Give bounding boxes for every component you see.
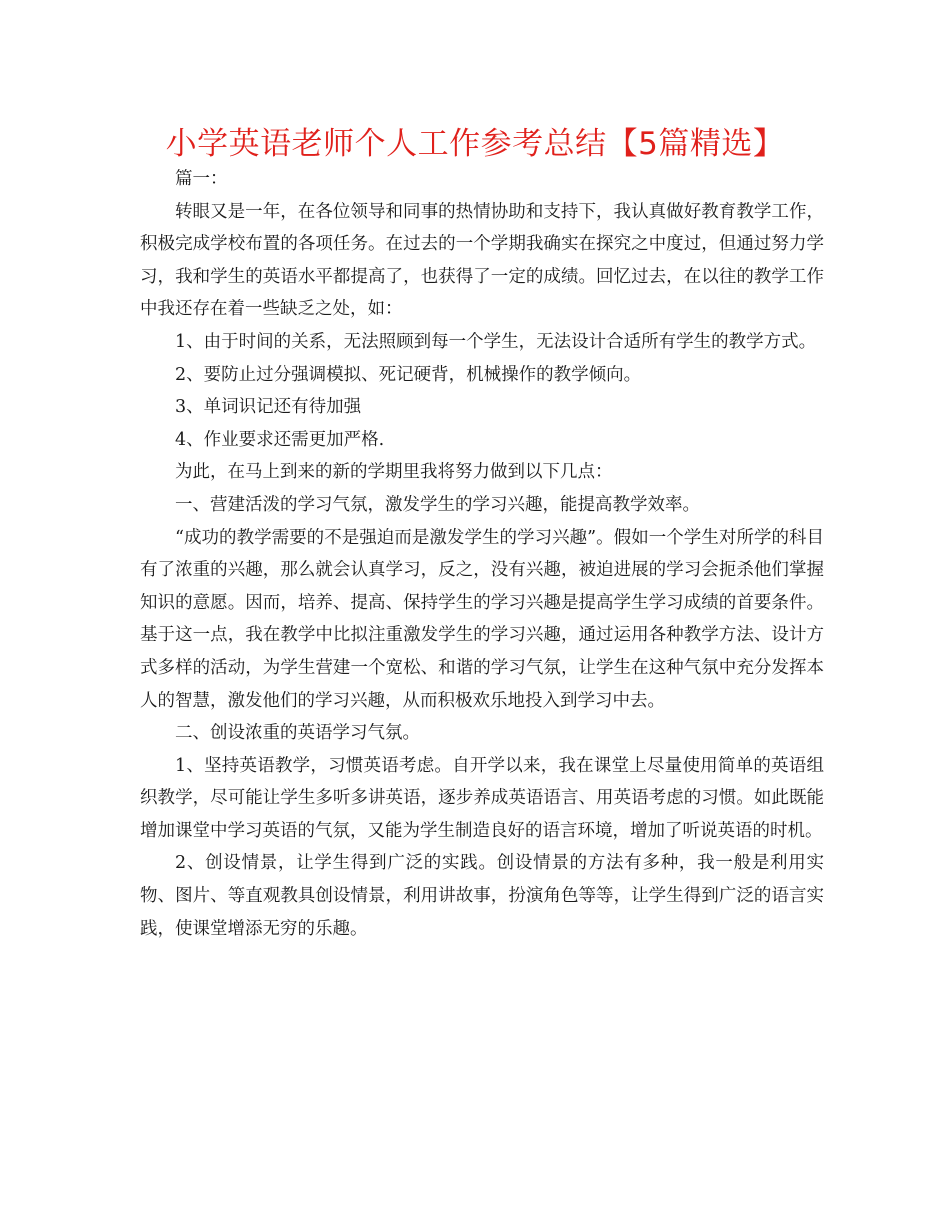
paragraph-interest: “成功的教学需要的不是强迫而是激发学生的学习兴趣”。假如一个学生对所学的科目有了浓重的兴趣，那么就会认真学习，反之，没有兴趣，被迫进展的学习会扼杀他们掌握知识的意愿。因而，培养、提高、保持学生的学习兴趣是提高学生学习成绩的首要条件。基于这一点，我在教学中比拟注重激发学生的学习兴趣，通过运用各种教学方法、设计方式多样的活动，为学生营建一个宽松、和谐的学习气氛，让学生在这种气氛中充分发挥本人的智慧，激发他们的学习兴趣，从而积极欢乐地投入到学习中去。 [140, 527, 824, 711]
paragraph-english-teaching: 1、坚持英语教学，习惯英语考虑。自开学以来，我在课堂上尽量使用简单的英语组织教学，尽可能让学生多听多讲英语，逐步养成英语语言、用英语考虑的习惯。如此既能增加课堂中学习英语的气氛，又能为学生制造良好的语言环境，增加了听说英语的时机。 [140, 755, 824, 841]
paragraph-scenarios: 2、创设情景，让学生得到广泛的实践。创设情景的方法有多种，我一般是利用实物、图片、等直观教具创设情景，利用讲故事，扮演角色等等，让学生得到广泛的语言实践，使课堂增添无穷的乐趣。 [140, 853, 824, 939]
paragraph-section-label: 篇一： [175, 169, 228, 189]
paragraph-intro: 转眼又是一年，在各位领导和同事的热情协助和支持下，我认真做好教育教学工作，积极完成学校布置的各项任务。在过去的一个学期我确实在探究之中度过，但通过努力学习，我和学生的英语水平都提高了，也获得了一定的成绩。回忆过去，在以往的教学工作中我还存在着一些缺乏之处，如： [140, 201, 824, 320]
paragraph-point-3: 3、单词识记还有待加强 [175, 397, 362, 418]
paragraph-plan-intro: 为此，在马上到来的新的学期里我将努力做到以下几点： [175, 462, 613, 483]
paragraph-heading-1: 一、营建活泼的学习气氛，激发学生的学习兴趣，能提高教学效率。 [175, 494, 700, 515]
paragraph-point-4: 4、作业要求还需更加严格. [175, 429, 385, 450]
document-title: 小学英语老师个人工作参考总结【5篇精选】 [165, 126, 785, 162]
document-body [140, 163, 824, 945]
paragraph-point-1: 1、由于时间的关系，无法照顾到每一个学生，无法设计合适所有学生的教学方式。 [175, 331, 817, 352]
paragraph-heading-2: 二、创设浓重的英语学习气氛。 [175, 723, 420, 744]
paragraph-point-2: 2、要防止过分强调模拟、死记硬背，机械操作的教学倾向。 [175, 364, 642, 385]
